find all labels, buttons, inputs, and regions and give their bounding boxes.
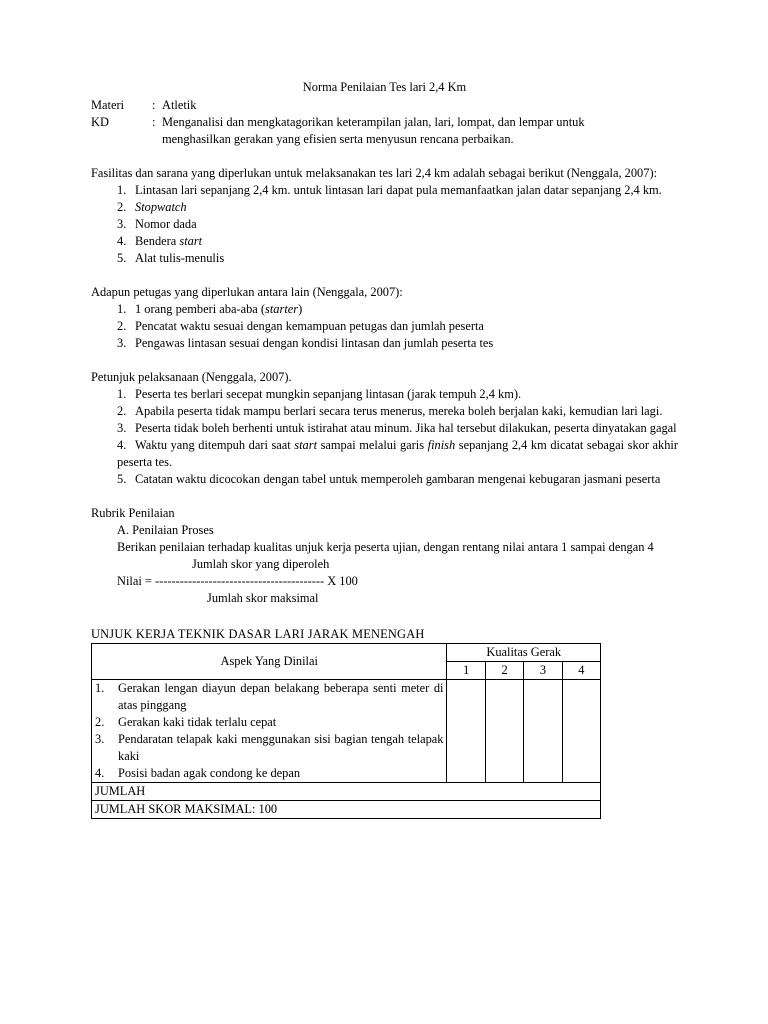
header-kualitas: Kualitas Gerak	[447, 644, 601, 662]
list-item: 3. Pengawas lintasan sesuai dengan kondisi lintasan dan jumlah peserta tes	[117, 336, 494, 350]
jumlah-cell: JUMLAH	[92, 783, 601, 801]
list-item: 1. 1 orang pemberi aba-aba (starter)	[117, 302, 303, 316]
score-formula	[91, 556, 678, 608]
list-item: 5. Alat tulis-menulis	[117, 251, 225, 265]
kd-value	[162, 114, 678, 148]
rubrik-subheading: A. Penilaian Proses	[117, 523, 214, 537]
table-row	[92, 801, 601, 819]
materi-colon: :	[152, 98, 156, 112]
aspek-item: 1. Gerakan lengan diayun depan belakang beberapa senti meter di atas pinggang	[95, 681, 444, 712]
list-item: 4. Bendera start	[117, 234, 203, 248]
aspek-items-cell	[92, 680, 447, 783]
aspek-item: 4. Posisi badan agak condong ke depan	[95, 766, 301, 780]
document-title: Norma Penilaian Tes lari 2,4 Km	[302, 80, 467, 94]
jumlah-maks-cell: JUMLAH SKOR MAKSIMAL: 100	[92, 801, 601, 819]
aspek-item: 2. Gerakan kaki tidak terlalu cepat	[95, 715, 277, 729]
kd-label: KD	[91, 115, 109, 129]
score-cell-4[interactable]	[562, 680, 600, 783]
materi-label: Materi	[91, 98, 125, 112]
kd-line-2: menghasilkan gerakan yang efisien serta menyusun rencana perbaikan.	[162, 132, 514, 146]
materi-row	[91, 97, 678, 114]
score-header-4: 4	[562, 662, 600, 680]
header-aspek: Aspek Yang Dinilai	[92, 644, 447, 680]
fasilitas-list	[91, 182, 678, 267]
table-title: UNJUK KERJA TEKNIK DASAR LARI JARAK MENENGAH	[91, 627, 425, 641]
assessment-table	[91, 643, 601, 819]
petugas-intro: Adapun petugas yang diperlukan antara lain (Nenggala, 2007):	[91, 285, 403, 299]
score-cell-3[interactable]	[524, 680, 562, 783]
rubrik-description: Berikan penilaian terhadap kualitas unjuk kerja peserta ujian, dengan rentang nilai antara 1 sampai dengan 4	[117, 540, 654, 554]
formula-denominator: Jumlah skor maksimal	[207, 591, 319, 605]
list-item: 2. Apabila peserta tidak mampu berlari secara terus menerus, mereka boleh berjalan kaki, kemudian lari lagi.	[117, 404, 663, 418]
petugas-list	[91, 301, 678, 352]
list-item: 1. Lintasan lari sepanjang 2,4 km. untuk lintasan lari dapat pula memanfaatkan jalan datar sepanjang 2,4 km.	[117, 183, 662, 197]
list-item: 4. Waktu yang ditempuh dari saat start sampai melalui garis finish sepanjang 2,4 km dicatat sebagai skor akhir peserta tes.	[117, 438, 678, 469]
petunjuk-list	[91, 386, 678, 488]
aspek-item: 3. Pendaratan telapak kaki menggunakan sisi bagian tengah telapak kaki	[95, 732, 444, 763]
formula-numerator: Jumlah skor yang diperoleh	[192, 557, 330, 571]
formula-line: Nilai = ----------------------------------------- X 100	[117, 574, 358, 588]
fasilitas-intro: Fasilitas dan sarana yang diperlukan untuk melaksanakan tes lari 2,4 km adalah sebagai berikut (Nenggala, 2007):	[91, 166, 658, 180]
score-header-3: 3	[524, 662, 562, 680]
score-cell-1[interactable]	[447, 680, 485, 783]
table-row	[92, 783, 601, 801]
list-item: 5. Catatan waktu dicocokan dengan tabel untuk memperoleh gambaran mengenai kebugaran jasmani peserta	[117, 472, 661, 486]
list-item: 3. Peserta tidak boleh berhenti untuk istirahat atau minum. Jika hal tersebut dilakukan, peserta dinyatakan gagal	[117, 421, 677, 435]
document-page	[91, 79, 678, 819]
kd-row	[91, 114, 678, 148]
table-row	[92, 680, 601, 783]
materi-value: Atletik	[162, 98, 197, 112]
rubrik-heading: Rubrik Penilaian	[91, 506, 175, 520]
list-item: 1. Peserta tes berlari secepat mungkin sepanjang lintasan (jarak tempuh 2,4 km).	[117, 387, 522, 401]
list-item: 2. Stopwatch	[117, 200, 187, 214]
kd-colon: :	[152, 115, 156, 129]
score-header-2: 2	[485, 662, 523, 680]
score-cell-2[interactable]	[485, 680, 523, 783]
petunjuk-intro: Petunjuk pelaksanaan (Nenggala, 2007).	[91, 370, 292, 384]
kd-line-1: Menganalisi dan mengkatagorikan keterampilan jalan, lari, lompat, dan lempar untuk	[162, 115, 585, 129]
list-item: 2. Pencatat waktu sesuai dengan kemampuan petugas dan jumlah peserta	[117, 319, 484, 333]
score-header-1: 1	[447, 662, 485, 680]
list-item: 3. Nomor dada	[117, 217, 197, 231]
